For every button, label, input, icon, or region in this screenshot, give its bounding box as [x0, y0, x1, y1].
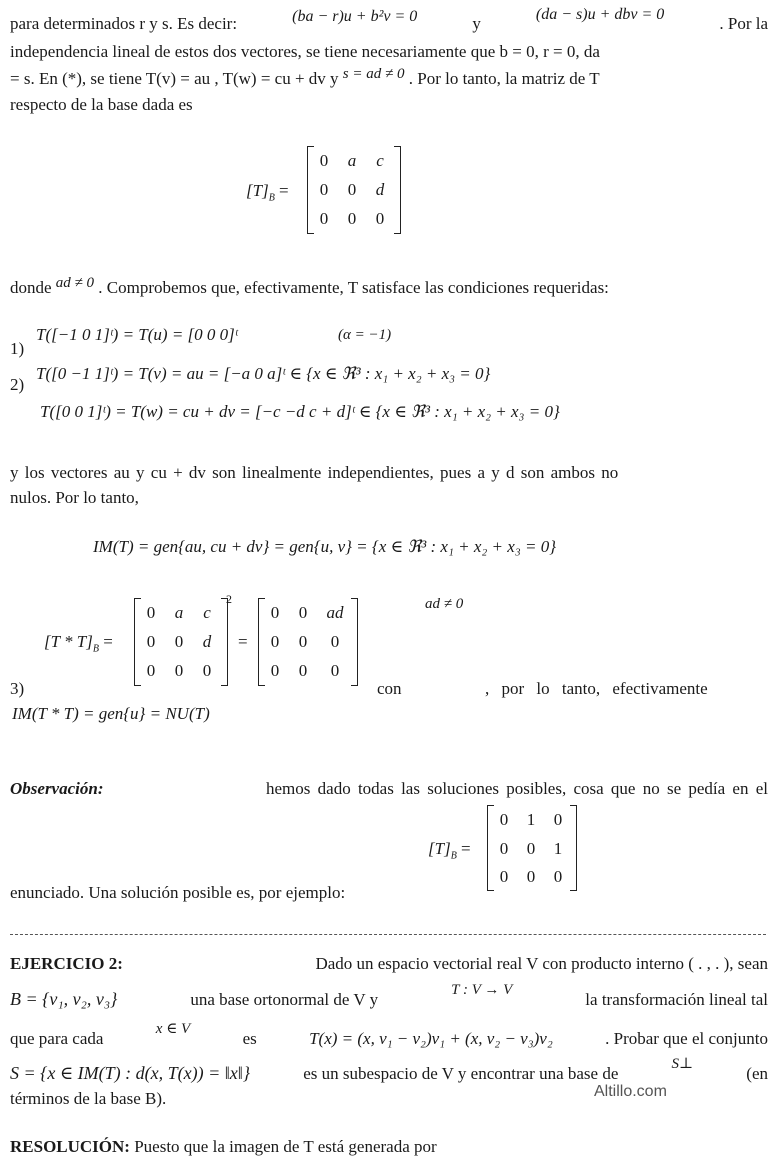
matrix3-equals: = — [461, 839, 471, 858]
para1-line3-text: = s. En (*), se tiene T(v) = au , T(w) = cu + dv y — [10, 69, 339, 88]
matrix2-equals: = — [103, 632, 113, 651]
exercise2-line1 — [10, 955, 768, 972]
para1-line1-end: . Por la — [719, 14, 768, 33]
condition-1-number: 1) — [10, 339, 25, 358]
matrix2-left-cell: 0 — [146, 661, 156, 680]
matrix1 — [307, 146, 401, 234]
condition-3-rest: , por lo tanto, efectivamente — [485, 679, 708, 698]
transformation-signature: T : V → V — [451, 982, 513, 998]
basis-definition: B = {v₁, v₂, v₃} — [10, 989, 118, 1009]
donde-rest: . Comprobemos que, efectivamente, T satisface las condiciones requeridas: — [98, 278, 609, 297]
matrix1-label — [246, 182, 289, 203]
matrix2-label-text: [T * T] — [44, 632, 93, 651]
watermark: Altillo.com — [594, 1083, 667, 1100]
observation-text: hemos dado todas las soluciones posibles, cosa que no se pedía en el — [266, 779, 768, 798]
matrix2-right-cell: 0 — [270, 632, 280, 651]
matrix2-right-cell: 0 — [330, 632, 340, 651]
matrix1-cell: 0 — [319, 209, 329, 228]
donde-line — [10, 275, 609, 297]
exercise2-line1-text: Dado un espacio vectorial real V con producto interno ( . , . ), sean — [315, 954, 768, 973]
resolution-text: Puesto que la imagen de T está generada por — [134, 1137, 437, 1156]
section-divider — [10, 934, 766, 935]
condition-3-expression: IM(T * T) = gen{u} = NU(T) — [12, 704, 210, 723]
matrix3-cell: 0 — [499, 839, 509, 858]
matrix3-cell: 1 — [526, 810, 536, 829]
exercise2-line3-es: es — [242, 1029, 257, 1048]
matrix1-cell: 0 — [319, 151, 329, 170]
matrix2-right-cell: 0 — [330, 661, 340, 680]
matrix2-right-cell: 0 — [270, 661, 280, 680]
matrix2-left-cell: 0 — [146, 632, 156, 651]
matrix2-left-cell: 0 — [202, 661, 212, 680]
para1-line1-y: y — [472, 14, 481, 33]
equation-ad-neq-0: ad ≠ 0 — [55, 275, 95, 291]
matrix2-right-cell: ad — [326, 603, 344, 622]
exercise2-line5: términos de la base B). — [10, 1089, 167, 1108]
condition-1-expression: T([−1 0 1]ᵗ) = T(u) = [0 0 0]ᵗ — [36, 325, 238, 344]
matrix2-left-cell: 0 — [146, 603, 156, 622]
para2-line1-text: y los vectores au y cu + dv son linealmente independientes, pues a y d son ambos no — [10, 463, 619, 482]
equation-s-ad: s = ad ≠ 0 — [342, 66, 405, 82]
matrix2-right-cell: 0 — [298, 661, 308, 680]
matrix1-cell: d — [375, 180, 385, 199]
observation-line2: enunciado. Una solución posible es, por ejemplo: — [10, 883, 346, 902]
exercise2-line3-text: que para cada — [10, 1029, 104, 1048]
x-in-v: x ∈ V — [155, 1021, 191, 1037]
matrix1-cell: 0 — [347, 209, 357, 228]
matrix2-left-cell: 0 — [174, 661, 184, 680]
transformation-definition: T(x) = (x, v₁ − v₂)v₁ + (x, v₂ − v₃)v₂ — [309, 1029, 553, 1048]
matrix2-left — [134, 598, 228, 686]
para1-line3-end: . Por lo tanto, la matriz de T — [408, 69, 600, 88]
matrix2-right-cell: 0 — [298, 632, 308, 651]
matrix3-label-sub: B — [450, 850, 457, 862]
s-perp: S⊥ — [671, 1056, 694, 1072]
matrix2-left-cell: 0 — [174, 632, 184, 651]
matrix2-condition: ad ≠ 0 — [425, 596, 464, 612]
condition-3-con: con — [377, 679, 402, 698]
exercise2-line4-text: es un subespacio de V y encontrar una base de — [303, 1064, 619, 1083]
condition-2-expression-2: T([0 0 1]ᵗ) = T(w) = cu + dv = [−c −d c + d]ᵗ ∈ {x ∈ ℜ³ : x₁ + x₂ + x₃ = 0} — [40, 402, 560, 421]
observation-title: Observación: — [10, 779, 104, 798]
matrix2-equals-2: = — [238, 632, 248, 651]
exercise2-line3-end: . Probar que el conjunto — [605, 1029, 768, 1048]
donde-text: donde — [10, 278, 52, 297]
matrix1-cell: 0 — [319, 180, 329, 199]
matrix3-cell: 1 — [553, 839, 563, 858]
para1-line3 — [10, 66, 600, 88]
matrix3-cell: 0 — [499, 810, 509, 829]
image-equation: IM(T) = gen{au, cu + dv} = gen{u, v} = {x ∈ ℜ³ : x₁ + x₂ + x₃ = 0} — [93, 537, 557, 556]
exercise2-line2-end: la transformación lineal tal — [585, 990, 768, 1009]
equation-da-s: (da − s)u + dbv = 0 — [535, 6, 665, 23]
matrix1-equals: = — [279, 181, 289, 200]
para1-line4: respecto de la base dada es — [10, 95, 193, 114]
exercise2-line2 — [10, 982, 768, 1009]
exercise2-line2-text: una base ortonormal de V y — [190, 990, 379, 1009]
condition-2-expression-1: T([0 −1 1]ᵗ) = T(v) = au = [−a 0 a]ᵗ ∈ {x ∈ ℜ³ : x₁ + x₂ + x₃ = 0} — [36, 364, 491, 383]
matrix1-label-text: [T] — [246, 181, 269, 200]
condition-1-note: (α = −1) — [338, 327, 392, 343]
matrix3-cell: 0 — [526, 839, 536, 858]
matrix1-cell: c — [376, 151, 384, 170]
matrix3-cell: 0 — [553, 810, 563, 829]
para1-line1-text: para determinados r y s. Es decir: — [10, 14, 238, 33]
matrix3-cell: 0 — [553, 867, 563, 886]
matrix3-cell: 0 — [526, 867, 536, 886]
set-s-definition: S = {x ∈ IM(T) : d(x, T(x)) = ‖x‖} — [10, 1063, 251, 1083]
condition-3-number: 3) — [10, 679, 25, 698]
condition-2-number: 2) — [10, 375, 25, 394]
para2-line1 — [10, 464, 768, 481]
resolution-title: RESOLUCIÓN: — [10, 1137, 130, 1156]
exercise2-line4 — [10, 1056, 768, 1083]
matrix2-left-cell: c — [203, 603, 211, 622]
matrix3-label-text: [T] — [428, 839, 451, 858]
exercise2-line4-end: (en — [746, 1064, 768, 1083]
matrix2-left-cell: a — [174, 603, 184, 622]
matrix2-right — [258, 598, 358, 686]
matrix2-left-cell: d — [202, 632, 212, 651]
matrix2-right-cell: 0 — [270, 603, 280, 622]
matrix1-cell: 0 — [347, 180, 357, 199]
matrix2-square: 2 — [226, 592, 232, 606]
para1-line1 — [10, 6, 768, 33]
para1-line2: independencia lineal de estos dos vectores, se tiene necesariamente que b = 0, r = 0, da — [10, 42, 600, 61]
exercise2-title: EJERCICIO 2: — [10, 954, 123, 973]
observation-line1 — [10, 780, 768, 797]
equation-ba-r: (ba − r)u + b²v = 0 — [292, 8, 418, 25]
matrix2-right-cell: 0 — [298, 603, 308, 622]
condition-3-rest-line — [485, 680, 768, 697]
matrix2-label — [44, 633, 113, 654]
matrix1-cell: a — [347, 151, 357, 170]
matrix1-cell: 0 — [375, 209, 385, 228]
exercise2-line3 — [10, 1021, 768, 1048]
para2-line2: nulos. Por lo tanto, — [10, 488, 139, 507]
matrix3-label — [428, 840, 471, 861]
resolution-line — [10, 1138, 437, 1155]
matrix1-label-sub: B — [268, 192, 275, 204]
matrix3 — [487, 805, 577, 891]
matrix2-label-sub: B — [92, 643, 99, 655]
matrix3-cell: 0 — [499, 867, 509, 886]
